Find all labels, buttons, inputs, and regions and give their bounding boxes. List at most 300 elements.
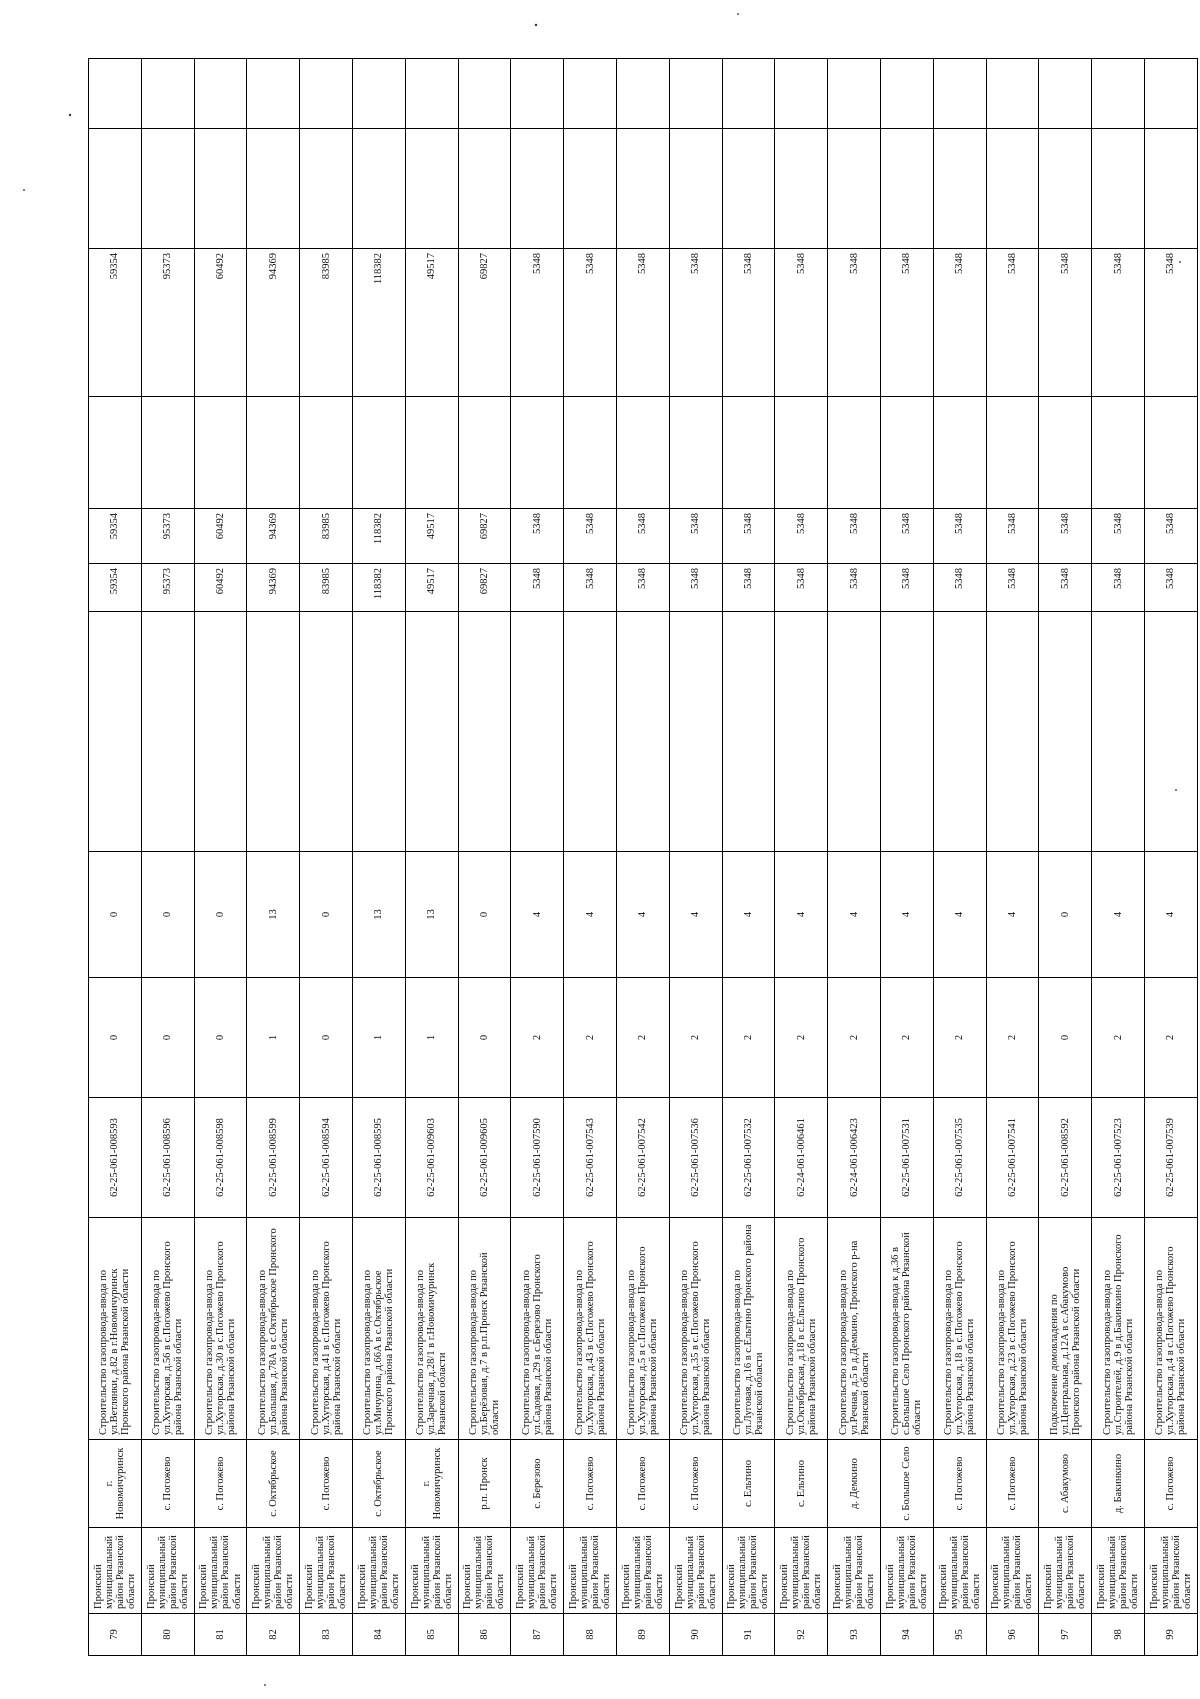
value1-cell: 0 bbox=[1039, 978, 1092, 1098]
municipality-cell: Пронский муниципальный район Рязанской области bbox=[616, 1528, 669, 1614]
empty-cell bbox=[722, 59, 775, 129]
table-row bbox=[352, 59, 405, 1656]
object-cell: Строительство газопровода-ввода по ул.Заречная, д.28/1 в г.Новомичуринск Рязанской области bbox=[405, 1218, 458, 1440]
empty-cell bbox=[933, 612, 986, 852]
row-number: 98 bbox=[1092, 1614, 1145, 1656]
sum4-cell: 94369 bbox=[247, 249, 300, 397]
cadastral-cell: 62-24-061-006423 bbox=[828, 1098, 881, 1218]
sum1-cell: 95373 bbox=[141, 564, 194, 612]
rotated-table-wrapper bbox=[88, 59, 1198, 1656]
sum4-cell: 118382 bbox=[352, 249, 405, 397]
object-cell: Строительство газопровода-ввода по ул.Хуторская, д.56 в с.Погожево Пронского района Рязанской области bbox=[141, 1218, 194, 1440]
empty-cell bbox=[1092, 129, 1145, 249]
cadastral-cell: 62-25-061-008592 bbox=[1039, 1098, 1092, 1218]
sum1-cell: 69827 bbox=[458, 564, 511, 612]
sum1-cell: 5348 bbox=[1039, 564, 1092, 612]
row-number: 81 bbox=[194, 1614, 247, 1656]
sum2-cell: 94369 bbox=[247, 509, 300, 564]
sum2-cell: 5348 bbox=[564, 509, 617, 564]
value2-cell: 4 bbox=[986, 852, 1039, 978]
value2-cell: 4 bbox=[616, 852, 669, 978]
empty-cell bbox=[1039, 612, 1092, 852]
empty-cell bbox=[880, 59, 933, 129]
row-number: 83 bbox=[300, 1614, 353, 1656]
table-row bbox=[616, 59, 669, 1656]
empty-cell bbox=[616, 59, 669, 129]
value2-cell: 0 bbox=[89, 852, 142, 978]
table-row bbox=[300, 59, 353, 1656]
empty-cell bbox=[247, 59, 300, 129]
sum4-cell: 5348 bbox=[1144, 249, 1197, 397]
empty-cell bbox=[722, 129, 775, 249]
empty-cell bbox=[722, 612, 775, 852]
sum2-cell: 83985 bbox=[300, 509, 353, 564]
sum1-cell: 5348 bbox=[986, 564, 1039, 612]
table-row bbox=[247, 59, 300, 1656]
empty-cell bbox=[828, 129, 881, 249]
empty-cell bbox=[194, 612, 247, 852]
table-row bbox=[722, 59, 775, 1656]
sum2-cell: 118382 bbox=[352, 509, 405, 564]
row-number: 93 bbox=[828, 1614, 881, 1656]
settlement-cell: с. Октябрьское bbox=[352, 1440, 405, 1528]
empty-cell bbox=[300, 612, 353, 852]
value1-cell: 0 bbox=[194, 978, 247, 1098]
object-cell: Строительство газопровода-ввода по ул.Мичурина, д.66А в с.Октябрьское Пронского района Рязанской области bbox=[352, 1218, 405, 1440]
value2-cell: 4 bbox=[775, 852, 828, 978]
object-cell: Строительство газопровода-ввода по ул.Строителей, д.9 в д.Бакинкино Пронского района Рязанской области bbox=[1092, 1218, 1145, 1440]
value1-cell: 1 bbox=[247, 978, 300, 1098]
value1-cell: 2 bbox=[616, 978, 669, 1098]
value2-cell: 13 bbox=[247, 852, 300, 978]
sum3-cell bbox=[89, 397, 142, 509]
municipality-cell: Пронский муниципальный район Рязанской области bbox=[775, 1528, 828, 1614]
empty-cell bbox=[458, 59, 511, 129]
value2-cell: 4 bbox=[880, 852, 933, 978]
row-number: 91 bbox=[722, 1614, 775, 1656]
object-cell: Строительство газопровода-ввода по ул.Хуторская, д.43 в с.Погожево Пронского района Рязанской области bbox=[564, 1218, 617, 1440]
empty-cell bbox=[933, 59, 986, 129]
object-cell: Строительство газопровода-ввода по ул.Речная, д.5 в д.Демкино, Пронского р-на Рязанской области bbox=[828, 1218, 881, 1440]
sum1-cell: 5348 bbox=[775, 564, 828, 612]
settlement-cell: с. Погожево bbox=[616, 1440, 669, 1528]
value2-cell: 0 bbox=[1039, 852, 1092, 978]
settlement-cell: с. Погожево bbox=[933, 1440, 986, 1528]
row-number: 96 bbox=[986, 1614, 1039, 1656]
settlement-cell: с. Погожево bbox=[194, 1440, 247, 1528]
empty-cell bbox=[1144, 129, 1197, 249]
settlement-cell: с. Погожево bbox=[669, 1440, 722, 1528]
empty-cell bbox=[352, 129, 405, 249]
sum3-cell bbox=[1144, 397, 1197, 509]
row-number: 90 bbox=[669, 1614, 722, 1656]
municipality-cell: Пронский муниципальный район Рязанской области bbox=[669, 1528, 722, 1614]
value2-cell: 0 bbox=[300, 852, 353, 978]
settlement-cell: с. Березово bbox=[511, 1440, 564, 1528]
row-number: 85 bbox=[405, 1614, 458, 1656]
settlement-cell: р.п. Пронск bbox=[458, 1440, 511, 1528]
sum1-cell: 60492 bbox=[194, 564, 247, 612]
table-row bbox=[458, 59, 511, 1656]
sum1-cell: 5348 bbox=[722, 564, 775, 612]
row-number: 79 bbox=[89, 1614, 142, 1656]
value2-cell: 4 bbox=[669, 852, 722, 978]
settlement-cell: г. Новомичуринск bbox=[405, 1440, 458, 1528]
table-row bbox=[511, 59, 564, 1656]
empty-cell bbox=[986, 129, 1039, 249]
empty-cell bbox=[669, 59, 722, 129]
empty-cell bbox=[1039, 59, 1092, 129]
object-cell: Строительство газопровода-ввода по ул.Садовая, д.29 в с.Березово Пронского района Рязанской области bbox=[511, 1218, 564, 1440]
object-cell: Строительство газопровода-ввода по ул.Ветлянки, д.82 в г.Новомичуринск Пронского района Рязанской области bbox=[89, 1218, 142, 1440]
object-cell: Строительство газопровода-ввода к д.36 в с.Большое Село Пронского района Рязанской области bbox=[880, 1218, 933, 1440]
value2-cell: 13 bbox=[405, 852, 458, 978]
sum3-cell bbox=[141, 397, 194, 509]
row-number: 87 bbox=[511, 1614, 564, 1656]
municipality-cell: Пронский муниципальный район Рязанской области bbox=[511, 1528, 564, 1614]
sum1-cell: 49517 bbox=[405, 564, 458, 612]
municipality-cell: Пронский муниципальный район Рязанской области bbox=[1039, 1528, 1092, 1614]
value2-cell: 4 bbox=[722, 852, 775, 978]
register-table bbox=[88, 58, 1198, 1656]
sum4-cell: 5348 bbox=[616, 249, 669, 397]
empty-cell bbox=[1092, 612, 1145, 852]
empty-cell bbox=[775, 129, 828, 249]
sum4-cell: 5348 bbox=[986, 249, 1039, 397]
object-cell: Подключение домовладения по ул.Центральная, д.12А в с.Абакумово Пронского района Рязанской области bbox=[1039, 1218, 1092, 1440]
sum1-cell: 5348 bbox=[1144, 564, 1197, 612]
empty-cell bbox=[986, 612, 1039, 852]
settlement-cell: с. Большое Село bbox=[880, 1440, 933, 1528]
empty-cell bbox=[1144, 59, 1197, 129]
value1-cell: 1 bbox=[352, 978, 405, 1098]
object-cell: Строительство газопровода-ввода по ул.Хуторская, д.18 в с.Погожево Пронского района Рязанской области bbox=[933, 1218, 986, 1440]
empty-cell bbox=[564, 612, 617, 852]
value1-cell: 2 bbox=[511, 978, 564, 1098]
row-number: 94 bbox=[880, 1614, 933, 1656]
table-row bbox=[986, 59, 1039, 1656]
empty-cell bbox=[986, 59, 1039, 129]
cadastral-cell: 62-25-061-007543 bbox=[564, 1098, 617, 1218]
cadastral-cell: 62-25-061-007532 bbox=[722, 1098, 775, 1218]
sum3-cell bbox=[616, 397, 669, 509]
value2-cell: 0 bbox=[458, 852, 511, 978]
sum2-cell: 5348 bbox=[828, 509, 881, 564]
table-row bbox=[1092, 59, 1145, 1656]
sum2-cell: 5348 bbox=[1144, 509, 1197, 564]
object-cell: Строительство газопровода-ввода по ул.Хуторская, д.41 в с.Погожево Пронского района Рязанской области bbox=[300, 1218, 353, 1440]
value2-cell: 4 bbox=[933, 852, 986, 978]
municipality-cell: Пронский муниципальный район Рязанской области bbox=[247, 1528, 300, 1614]
municipality-cell: Пронский муниципальный район Рязанской области bbox=[722, 1528, 775, 1614]
empty-cell bbox=[194, 129, 247, 249]
table-row bbox=[669, 59, 722, 1656]
empty-cell bbox=[141, 59, 194, 129]
sum2-cell: 5348 bbox=[511, 509, 564, 564]
sum2-cell: 59354 bbox=[89, 509, 142, 564]
settlement-cell: с. Погожево bbox=[986, 1440, 1039, 1528]
sum4-cell: 5348 bbox=[1039, 249, 1092, 397]
table-body bbox=[89, 59, 1198, 1656]
value1-cell: 1 bbox=[405, 978, 458, 1098]
sum4-cell: 49517 bbox=[405, 249, 458, 397]
sum4-cell: 5348 bbox=[775, 249, 828, 397]
empty-cell bbox=[616, 612, 669, 852]
row-number: 97 bbox=[1039, 1614, 1092, 1656]
municipality-cell: Пронский муниципальный район Рязанской области bbox=[1144, 1528, 1197, 1614]
object-cell: Строительство газопровода-ввода по ул.Хуторская, д.4 в с.Погожево Пронского района Рязанской области bbox=[1144, 1218, 1197, 1440]
sum2-cell: 5348 bbox=[722, 509, 775, 564]
empty-cell bbox=[458, 612, 511, 852]
sum3-cell bbox=[352, 397, 405, 509]
value1-cell: 0 bbox=[141, 978, 194, 1098]
sum3-cell bbox=[669, 397, 722, 509]
sum2-cell: 5348 bbox=[1092, 509, 1145, 564]
cadastral-cell: 62-25-061-007523 bbox=[1092, 1098, 1145, 1218]
value1-cell: 2 bbox=[775, 978, 828, 1098]
value1-cell: 2 bbox=[986, 978, 1039, 1098]
value1-cell: 0 bbox=[458, 978, 511, 1098]
value2-cell: 0 bbox=[194, 852, 247, 978]
row-number: 86 bbox=[458, 1614, 511, 1656]
cadastral-cell: 62-25-061-008595 bbox=[352, 1098, 405, 1218]
empty-cell bbox=[564, 129, 617, 249]
empty-cell bbox=[405, 59, 458, 129]
value1-cell: 2 bbox=[880, 978, 933, 1098]
empty-cell bbox=[616, 129, 669, 249]
sum4-cell: 5348 bbox=[1092, 249, 1145, 397]
settlement-cell: с. Октябрьское bbox=[247, 1440, 300, 1528]
sum3-cell bbox=[933, 397, 986, 509]
municipality-cell: Пронский муниципальный район Рязанской области bbox=[300, 1528, 353, 1614]
empty-cell bbox=[669, 129, 722, 249]
value2-cell: 0 bbox=[141, 852, 194, 978]
object-cell: Строительство газопровода-ввода по ул.Большая, д.78А в с.Октябрьское Пронского района Рязанской области bbox=[247, 1218, 300, 1440]
sum2-cell: 69827 bbox=[458, 509, 511, 564]
sum1-cell: 5348 bbox=[616, 564, 669, 612]
sum1-cell: 5348 bbox=[511, 564, 564, 612]
cadastral-cell: 62-24-061-006461 bbox=[775, 1098, 828, 1218]
empty-cell bbox=[933, 129, 986, 249]
row-number: 92 bbox=[775, 1614, 828, 1656]
sum3-cell bbox=[880, 397, 933, 509]
municipality-cell: Пронский муниципальный район Рязанской области bbox=[352, 1528, 405, 1614]
sum4-cell: 5348 bbox=[933, 249, 986, 397]
value2-cell: 4 bbox=[1092, 852, 1145, 978]
empty-cell bbox=[1092, 59, 1145, 129]
cadastral-cell: 62-25-061-008599 bbox=[247, 1098, 300, 1218]
table-row bbox=[1144, 59, 1197, 1656]
sum2-cell: 60492 bbox=[194, 509, 247, 564]
settlement-cell: с. Погожево bbox=[1144, 1440, 1197, 1528]
empty-cell bbox=[247, 129, 300, 249]
empty-cell bbox=[828, 59, 881, 129]
empty-cell bbox=[669, 612, 722, 852]
municipality-cell: Пронский муниципальный район Рязанской области bbox=[933, 1528, 986, 1614]
empty-cell bbox=[511, 129, 564, 249]
empty-cell bbox=[352, 59, 405, 129]
empty-cell bbox=[300, 59, 353, 129]
sum1-cell: 5348 bbox=[1092, 564, 1145, 612]
empty-cell bbox=[775, 59, 828, 129]
cadastral-cell: 62-25-061-007531 bbox=[880, 1098, 933, 1218]
cadastral-cell: 62-25-061-009603 bbox=[405, 1098, 458, 1218]
empty-cell bbox=[247, 612, 300, 852]
settlement-cell: с. Погожево bbox=[141, 1440, 194, 1528]
sum1-cell: 5348 bbox=[933, 564, 986, 612]
cadastral-cell: 62-25-061-007539 bbox=[1144, 1098, 1197, 1218]
municipality-cell: Пронский муниципальный район Рязанской области bbox=[986, 1528, 1039, 1614]
settlement-cell: с. Ельтино bbox=[722, 1440, 775, 1528]
cadastral-cell: 62-25-061-009605 bbox=[458, 1098, 511, 1218]
empty-cell bbox=[141, 612, 194, 852]
cadastral-cell: 62-25-061-007535 bbox=[933, 1098, 986, 1218]
table-row bbox=[828, 59, 881, 1656]
sum4-cell: 5348 bbox=[880, 249, 933, 397]
row-number: 82 bbox=[247, 1614, 300, 1656]
table-row bbox=[775, 59, 828, 1656]
value2-cell: 4 bbox=[828, 852, 881, 978]
empty-cell bbox=[89, 129, 142, 249]
municipality-cell: Пронский муниципальный район Рязанской области bbox=[564, 1528, 617, 1614]
table-row bbox=[89, 59, 142, 1656]
empty-cell bbox=[775, 612, 828, 852]
value1-cell: 2 bbox=[722, 978, 775, 1098]
sum3-cell bbox=[564, 397, 617, 509]
settlement-cell: с. Погожево bbox=[300, 1440, 353, 1528]
empty-cell bbox=[880, 612, 933, 852]
row-number: 84 bbox=[352, 1614, 405, 1656]
empty-cell bbox=[828, 612, 881, 852]
object-cell: Строительство газопровода-ввода по ул.Октябрьская, д.18 в с.Ельтино Пронского района Рязанской области bbox=[775, 1218, 828, 1440]
value1-cell: 2 bbox=[1092, 978, 1145, 1098]
sum3-cell bbox=[194, 397, 247, 509]
row-number: 95 bbox=[933, 1614, 986, 1656]
object-cell: Строительство газопровода-ввода по ул.Хуторская, д.30 в с.Погожево Пронского района Рязанской области bbox=[194, 1218, 247, 1440]
empty-cell bbox=[458, 129, 511, 249]
empty-cell bbox=[1144, 612, 1197, 852]
object-cell: Строительство газопровода-ввода по ул.Луговая, д.16 в с.Ельтино Пронского района Рязанской области bbox=[722, 1218, 775, 1440]
value1-cell: 2 bbox=[933, 978, 986, 1098]
settlement-cell: с. Абакумово bbox=[1039, 1440, 1092, 1528]
sum2-cell: 49517 bbox=[405, 509, 458, 564]
municipality-cell: Пронский муниципальный район Рязанской области bbox=[458, 1528, 511, 1614]
empty-cell bbox=[564, 59, 617, 129]
sum2-cell: 5348 bbox=[616, 509, 669, 564]
sum1-cell: 5348 bbox=[828, 564, 881, 612]
row-number: 89 bbox=[616, 1614, 669, 1656]
empty-cell bbox=[300, 129, 353, 249]
empty-cell bbox=[511, 59, 564, 129]
sum3-cell bbox=[986, 397, 1039, 509]
municipality-cell: Пронский муниципальный район Рязанской области bbox=[828, 1528, 881, 1614]
row-number: 99 bbox=[1144, 1614, 1197, 1656]
object-cell: Строительство газопровода-ввода по ул.Хуторская, д.5 в с.Погожево Пронского района Рязанской области bbox=[616, 1218, 669, 1440]
table-row bbox=[564, 59, 617, 1656]
cadastral-cell: 62-25-061-007590 bbox=[511, 1098, 564, 1218]
sum3-cell bbox=[511, 397, 564, 509]
empty-cell bbox=[89, 612, 142, 852]
sum1-cell: 118382 bbox=[352, 564, 405, 612]
sum1-cell: 5348 bbox=[564, 564, 617, 612]
sum4-cell: 95373 bbox=[141, 249, 194, 397]
object-cell: Строительство газопровода-ввода по ул.Хуторская, д.23 в с.Погожево Пронского района Рязанской области bbox=[986, 1218, 1039, 1440]
municipality-cell: Пронский муниципальный район Рязанской области bbox=[194, 1528, 247, 1614]
cadastral-cell: 62-25-061-008593 bbox=[89, 1098, 142, 1218]
sum1-cell: 83985 bbox=[300, 564, 353, 612]
table-row bbox=[933, 59, 986, 1656]
value1-cell: 0 bbox=[300, 978, 353, 1098]
object-cell: Строительство газопровода-ввода по ул.Хуторская, д.35 в с.Погожево Пронского района Рязанской области bbox=[669, 1218, 722, 1440]
sum2-cell: 5348 bbox=[1039, 509, 1092, 564]
table-row bbox=[880, 59, 933, 1656]
empty-cell bbox=[511, 612, 564, 852]
empty-cell bbox=[194, 59, 247, 129]
sum4-cell: 60492 bbox=[194, 249, 247, 397]
empty-cell bbox=[141, 129, 194, 249]
municipality-cell: Пронский муниципальный район Рязанской области bbox=[1092, 1528, 1145, 1614]
value1-cell: 0 bbox=[89, 978, 142, 1098]
sum3-cell bbox=[247, 397, 300, 509]
municipality-cell: Пронский муниципальный район Рязанской области bbox=[405, 1528, 458, 1614]
sum4-cell: 5348 bbox=[722, 249, 775, 397]
sum3-cell bbox=[300, 397, 353, 509]
sum1-cell: 94369 bbox=[247, 564, 300, 612]
row-number: 88 bbox=[564, 1614, 617, 1656]
empty-cell bbox=[1039, 129, 1092, 249]
sum4-cell: 5348 bbox=[511, 249, 564, 397]
settlement-cell: д. Демкино bbox=[828, 1440, 881, 1528]
value1-cell: 2 bbox=[1144, 978, 1197, 1098]
sum2-cell: 5348 bbox=[775, 509, 828, 564]
sum1-cell: 5348 bbox=[669, 564, 722, 612]
value2-cell: 4 bbox=[511, 852, 564, 978]
value2-cell: 4 bbox=[564, 852, 617, 978]
sum1-cell: 59354 bbox=[89, 564, 142, 612]
sum3-cell bbox=[1092, 397, 1145, 509]
empty-cell bbox=[405, 612, 458, 852]
table-row bbox=[194, 59, 247, 1656]
empty-cell bbox=[89, 59, 142, 129]
sum4-cell: 5348 bbox=[669, 249, 722, 397]
value1-cell: 2 bbox=[564, 978, 617, 1098]
sum2-cell: 5348 bbox=[669, 509, 722, 564]
sum4-cell: 59354 bbox=[89, 249, 142, 397]
settlement-cell: с. Ельтино bbox=[775, 1440, 828, 1528]
value1-cell: 2 bbox=[669, 978, 722, 1098]
value1-cell: 2 bbox=[828, 978, 881, 1098]
sum4-cell: 5348 bbox=[564, 249, 617, 397]
sum2-cell: 5348 bbox=[933, 509, 986, 564]
settlement-cell: д. Бакинкино bbox=[1092, 1440, 1145, 1528]
settlement-cell: с. Погожево bbox=[564, 1440, 617, 1528]
value2-cell: 13 bbox=[352, 852, 405, 978]
value2-cell: 4 bbox=[1144, 852, 1197, 978]
sum3-cell bbox=[458, 397, 511, 509]
sum2-cell: 5348 bbox=[986, 509, 1039, 564]
sum4-cell: 69827 bbox=[458, 249, 511, 397]
table-row bbox=[405, 59, 458, 1656]
table-row bbox=[141, 59, 194, 1656]
empty-cell bbox=[352, 612, 405, 852]
cadastral-cell: 62-25-061-008594 bbox=[300, 1098, 353, 1218]
settlement-cell: г. Новомичуринск bbox=[89, 1440, 142, 1528]
object-cell: Строительство газопровода-ввода по ул.Берёзовая, д.7 в р.п.Пронск Рязанской области bbox=[458, 1218, 511, 1440]
municipality-cell: Пронский муниципальный район Рязанской области bbox=[89, 1528, 142, 1614]
sum2-cell: 95373 bbox=[141, 509, 194, 564]
sum3-cell bbox=[405, 397, 458, 509]
cadastral-cell: 62-25-061-008598 bbox=[194, 1098, 247, 1218]
